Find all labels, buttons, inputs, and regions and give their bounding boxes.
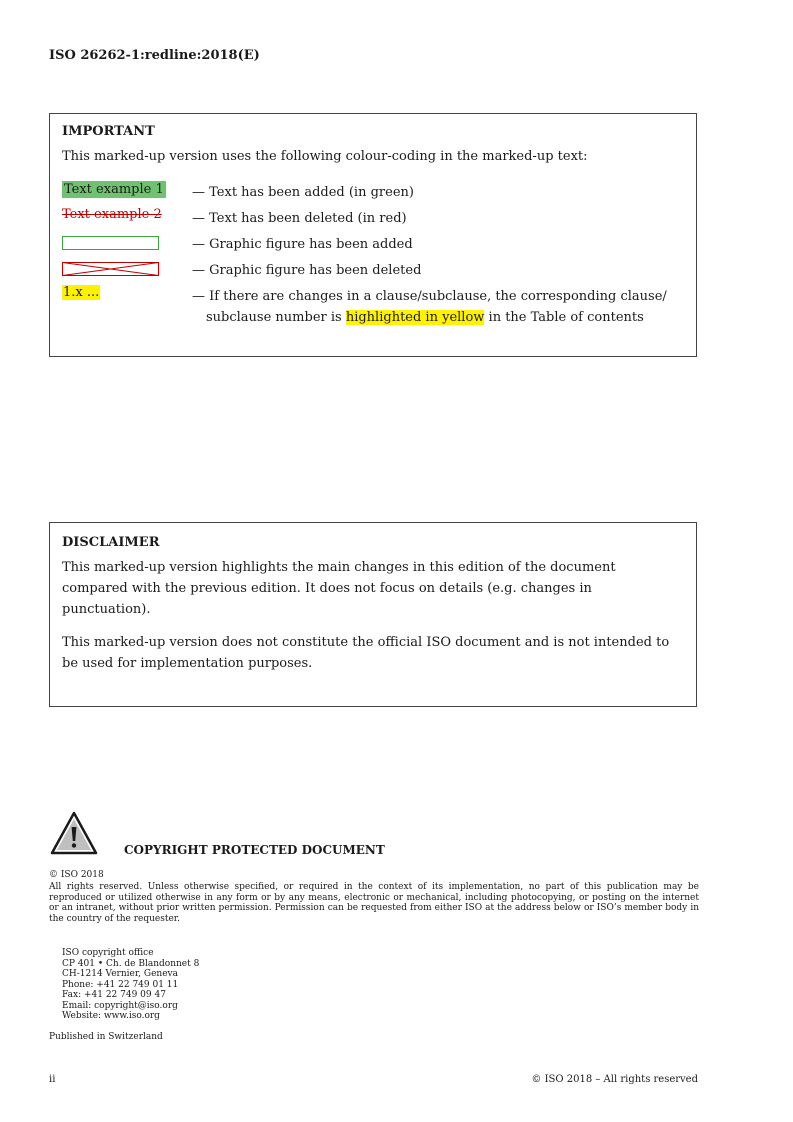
important-intro: This marked-up version uses the following colour-coding in the marked-up text: xyxy=(62,149,588,164)
clause-desc-line2 xyxy=(192,307,692,328)
legend-row-added xyxy=(62,181,684,207)
page-number: ii xyxy=(49,1074,56,1085)
document-code: ISO 26262-1:redline:2018(E) xyxy=(49,48,260,63)
deleted-figure-desc: — Graphic figure has been deleted xyxy=(192,263,422,278)
rights-statement: All rights reserved. Unless otherwise specified, or required in the context of its implementation, no part of this publication may be reproduced or utilized otherwise in any form or by any means, electronic or mechanical, including photocopying, or posting on the internet or an intranet, without prior written permission. Permission can be requested from either ISO at the address below or ISO’s member body in the country of the requester. xyxy=(49,882,699,924)
footer-rights: © ISO 2018 – All rights reserved xyxy=(531,1074,698,1085)
contact-phone: Phone: +41 22 749 01 11 xyxy=(62,979,179,990)
clause-sample: 1.x ... xyxy=(63,285,100,300)
warning-triangle-icon xyxy=(49,810,99,856)
copyright-title: COPYRIGHT PROTECTED DOCUMENT xyxy=(124,843,385,857)
clause-desc-pre: subclause number is xyxy=(206,310,346,325)
contact-office: ISO copyright office xyxy=(62,948,154,958)
contact-address-2: CH-1214 Vernier, Geneva xyxy=(62,969,178,979)
deleted-text-desc: — Text has been deleted (in red) xyxy=(192,211,407,226)
disclaimer-para-1: This marked-up version highlights the main changes in this edition of the document compared with the previous edition. It does not focus on details (e.g. changes in punctuation). xyxy=(62,560,616,617)
legend-row-fig-deleted xyxy=(62,259,684,285)
contact-address-1: CP 401 • Ch. de Blandonnet 8 xyxy=(62,958,200,969)
clause-desc-line1: — If there are changes in a clause/subclause, the corresponding clause/ xyxy=(192,289,667,304)
published-in: Published in Switzerland xyxy=(49,1032,163,1042)
contact-website: Website: www.iso.org xyxy=(62,1011,160,1021)
contact-email: Email: copyright@iso.org xyxy=(62,1000,178,1011)
legend-row-deleted xyxy=(62,207,684,233)
contact-block xyxy=(62,948,199,1022)
clause-desc-post: in the Table of contents xyxy=(484,310,644,325)
added-figure-icon xyxy=(62,236,159,250)
deleted-figure-icon xyxy=(62,262,159,276)
added-text-sample: Text example 1 xyxy=(64,182,164,197)
legend-row-clause xyxy=(62,285,684,329)
important-box xyxy=(49,113,697,357)
important-title: IMPORTANT xyxy=(62,124,155,139)
added-text-desc: — Text has been added (in green) xyxy=(192,185,414,200)
clause-desc-highlight: highlighted in yellow xyxy=(345,310,485,325)
deleted-text-sample: Text example 2 xyxy=(62,207,162,222)
disclaimer-box xyxy=(49,522,697,707)
legend-row-fig-added xyxy=(62,233,684,259)
contact-fax: Fax: +41 22 749 09 47 xyxy=(62,990,166,1000)
colour-legend xyxy=(62,181,684,329)
disclaimer-title: DISCLAIMER xyxy=(62,535,160,550)
clause-desc xyxy=(192,286,692,328)
disclaimer-para-2: This marked-up version does not constitute the official ISO document and is not intended to be used for implementation purposes. xyxy=(62,635,670,671)
copyright-year: © ISO 2018 xyxy=(49,870,104,880)
added-figure-desc: — Graphic figure has been added xyxy=(192,237,413,252)
